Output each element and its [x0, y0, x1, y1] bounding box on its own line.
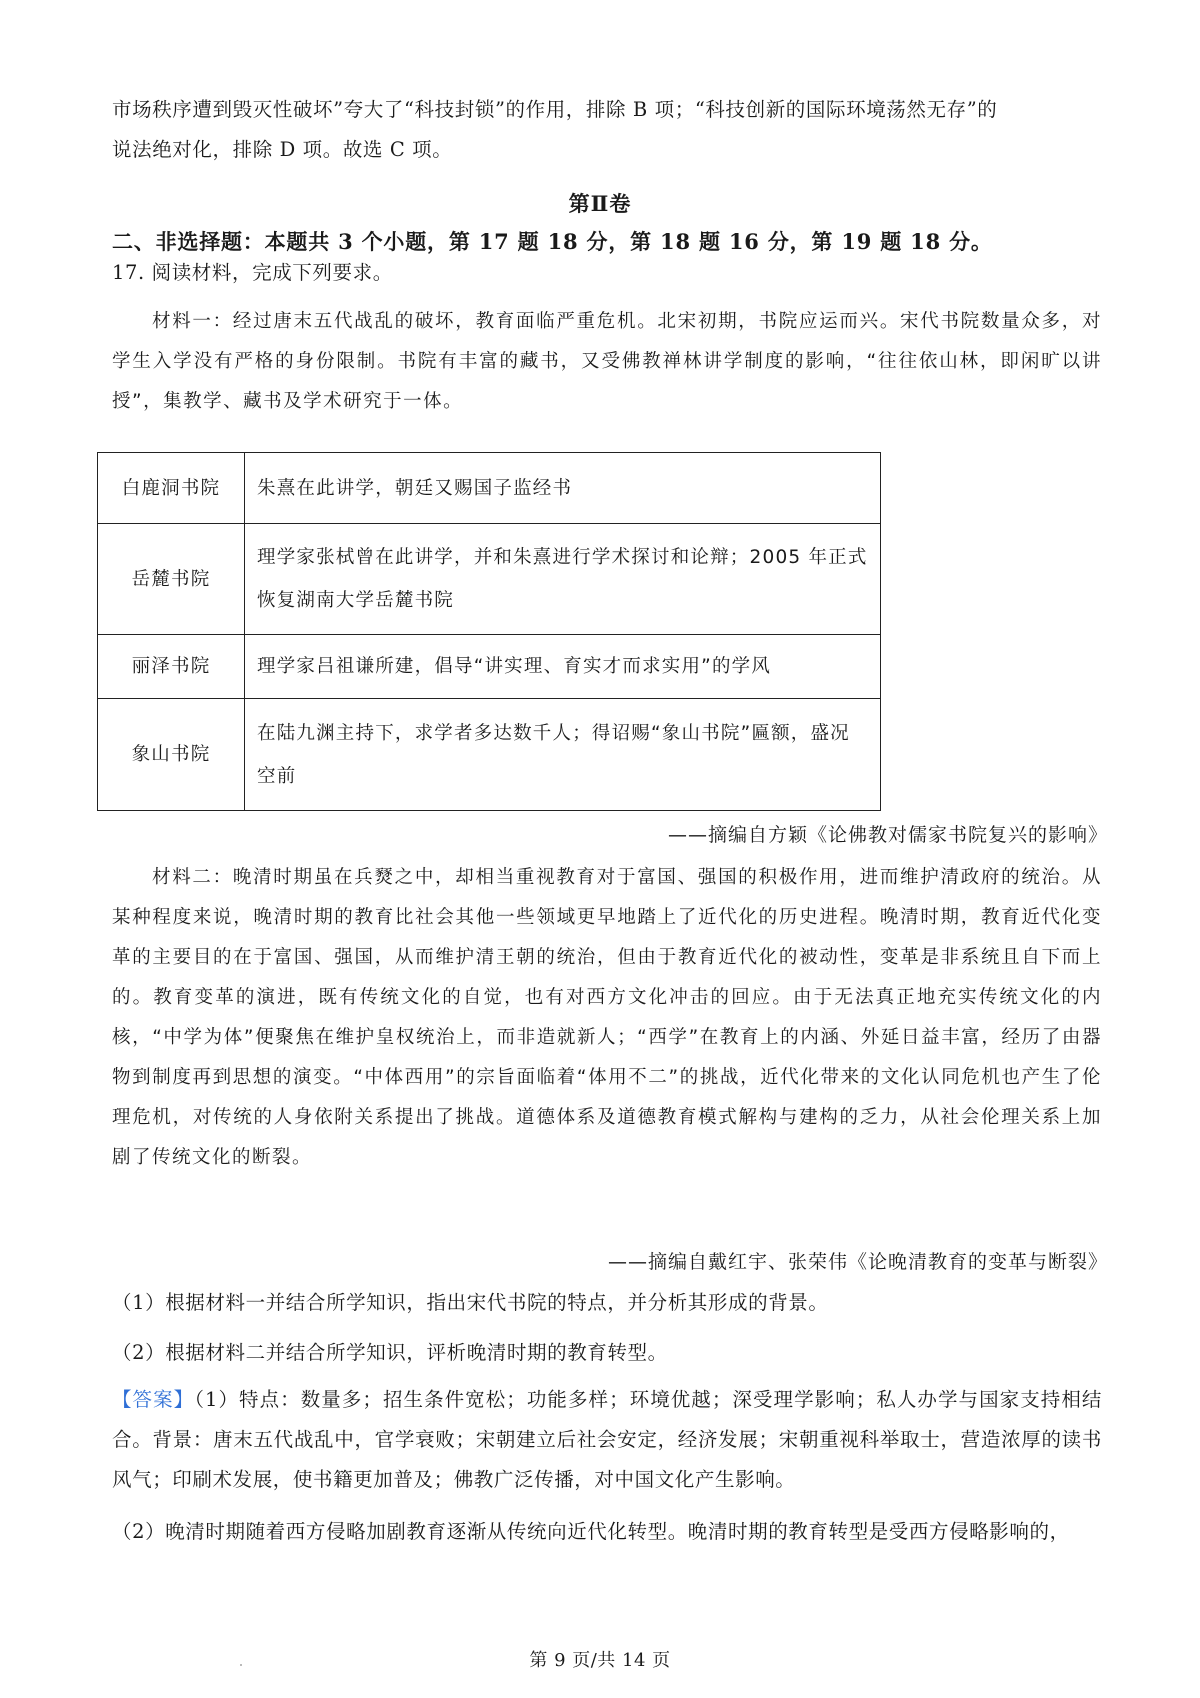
- academy-desc: 在陆九渊主持下，求学者多达数千人；得诏赐“象山书院”匾额，盛况空前: [245, 699, 881, 811]
- answer-part-2: （2）晚清时期随着西方侵略加剧教育逐渐从传统向近代化转型。晚清时期的教育转型是受西方侵略影响的，: [112, 1520, 1070, 1543]
- academy-name: 象山书院: [98, 699, 245, 811]
- intro-line-1: 市场秩序遭到毁灭性破坏”夸大了“科技封锁”的作用，排除 B 项；“科技创新的国际环境荡然无存”的: [112, 98, 998, 121]
- answer-block: [112, 1380, 1102, 1500]
- intro-line-2: 说法绝对化，排除 D 项。故选 C 项。: [112, 138, 453, 161]
- academy-desc: 理学家吕祖谦所建，倡导“讲实理、育实才而求实用”的学风: [245, 635, 881, 699]
- question-stem: 17. 阅读材料，完成下列要求。: [112, 261, 393, 284]
- answer-part-1: （1）特点：数量多；招生条件宽松；功能多样；环境优越；深受理学影响；私人办学与国家支持相结合。背景：唐末五代战乱中，官学衰败；宋朝建立后社会安定，经济发展；宋朝重视科举取士，营造浓厚的读书风气；印刷术发展，使书籍更加普及；佛教广泛传播，对中国文化产生影响。: [112, 1388, 1102, 1491]
- source-citation-2: ——摘编自戴红宇、张荣伟《论晚清教育的变革与断裂》: [607, 1251, 1108, 1273]
- table-row: [98, 699, 881, 811]
- section-title: 第Ⅱ卷: [568, 191, 632, 216]
- material-one: 材料一：经过唐末五代战乱的破坏，教育面临严重危机。北宋初期，书院应运而兴。宋代书院数量众多，对学生入学没有严格的身份限制。书院有丰富的藏书，又受佛教禅林讲学制度的影响，“往往依山林，即闲旷以讲授”，集教学、藏书及学术研究于一体。: [112, 311, 1102, 412]
- material-two: 材料二：晚清时期虽在兵燹之中，却相当重视教育对于富国、强国的积极作用，进而维护清政府的统治。从某种程度来说，晚清时期的教育比社会其他一些领域更早地踏上了近代化的历史进程。晚清时期，教育近代化变革的主要目的在于富国、强国，从而维护清王朝的统治，但由于教育近代化的被动性，变革是非系统且自下而上的。教育变革的演进，既有传统文化的自觉，也有对西方文化冲击的回应。由于无法真正地充实传统文化的内核，“中学为体”便聚焦在维护皇权统治上，而非造就新人；“西学”在教育上的内涵、外延日益丰富，经历了由器物到制度再到思想的演变。“中体西用”的宗旨面临着“体用不二”的挑战，近代化带来的文化认同危机也产生了伦理危机，对传统的人身依附关系提出了挑战。道德体系及道德教育模式解构与建构的乏力，从社会伦理关系上加剧了传统文化的断裂。: [112, 867, 1102, 1168]
- academy-table: [97, 452, 881, 811]
- academy-desc: 朱熹在此讲学，朝廷又赐国子监经书: [245, 453, 881, 524]
- requirement-2: （2）根据材料二并结合所学知识，评析晚清时期的教育转型。: [112, 1341, 668, 1364]
- answer-tag: 【答案】: [112, 1388, 195, 1411]
- intro-paragraph: [112, 90, 1102, 170]
- table-row: [98, 524, 881, 635]
- table-row: [98, 635, 881, 699]
- academy-desc: 理学家张栻曾在此讲学，并和朱熹进行学术探讨和论辩；2005 年正式恢复湖南大学岳麓书院: [245, 524, 881, 635]
- requirement-1: （1）根据材料一并结合所学知识，指出宋代书院的特点，并分析其形成的背景。: [112, 1291, 829, 1314]
- academy-name: 丽泽书院: [98, 635, 245, 699]
- academy-name: 岳麓书院: [98, 524, 245, 635]
- table-row: [98, 453, 881, 524]
- academy-name: 白鹿洞书院: [98, 453, 245, 524]
- source-citation-1: ——摘编自方颖《论佛教对儒家书院复兴的影响》: [667, 824, 1108, 846]
- page-footer: 第 9 页/共 14 页: [529, 1650, 671, 1671]
- section-heading: 二、非选择题：本题共 3 个小题，第 17 题 18 分，第 18 题 16 分，第 19 题 18 分。: [112, 229, 993, 254]
